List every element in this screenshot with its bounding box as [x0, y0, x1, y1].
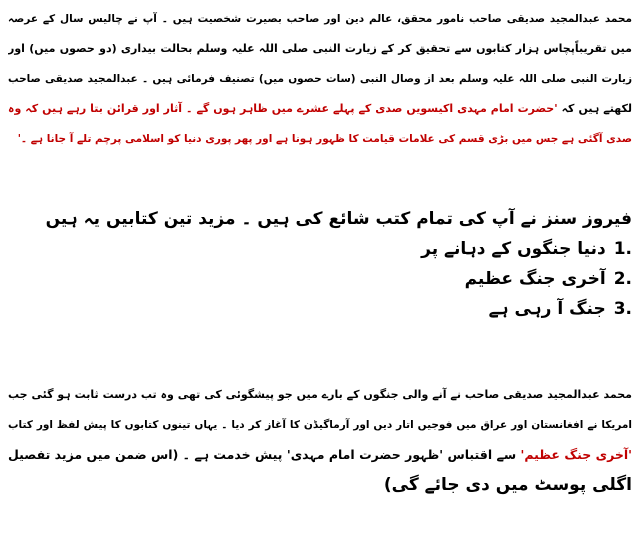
list-text: آخری جنگ عظیم — [464, 269, 606, 289]
paragraph-3-line-2: امریکا نے افغانستان اور عراق میں فوجیں اتار دیں اور آرماگیڈن کا آغاز کر دیا ۔ یہاں تینوں کتابوں کا پیش لفظ اور کتاب — [8, 419, 632, 431]
intro-text: لکھتے ہیں کہ — [561, 102, 632, 115]
paragraph-2-line-1: فیروز سنز نے آپ کی تمام کتب شائع کی ہیں ۔ مزید تین کتابیں یہ ہیں — [45, 209, 632, 229]
quote-text: 'حضرت امام مہدی اکیسویں صدی کے پہلے عشرے میں ظاہر ہوں گے ۔ آثار اور قرائن بتا رہے ہیں کہ وہ — [8, 102, 558, 115]
book-title-quote: 'آخری جنگ عظیم' — [520, 447, 632, 462]
paragraph-1-line-3: زیارت النبی صلی اللہ علیہ وسلم بعد از وصال النبی (سات حصوں میں) تصنیف فرمائی ہیں ۔ عبدالمجید صدیقی صاحب — [8, 73, 632, 85]
paragraph-3-line-4: اگلی پوسٹ میں دی جائے گی) — [383, 475, 632, 495]
paragraph-3-line-1: محمد عبدالمجید صدیقی صاحب نے آنے والی جنگوں کے بارے میں جو پیشگوئی کی تھی وہ تب درست ثابت ہو گئی جب — [8, 388, 632, 401]
paragraph-1-line-2: میں تقریباًپچاس ہزار کتابوں سے تحقیق کر کے زیارت النبی صلی اللہ علیہ وسلم بحالت بیداری (دو حصوں میں) اور — [8, 42, 632, 55]
list-item — [8, 234, 632, 264]
list-item — [8, 294, 632, 324]
list-item — [8, 264, 632, 294]
list-number: 2. — [613, 269, 632, 289]
paragraph-3-line-3 — [8, 440, 632, 470]
excerpt-text: سے اقتباس 'ظہور حضرت امام مہدی' پیش خدمت ہے ۔ (اس ضمن میں مزید تفصیل — [8, 447, 517, 462]
paragraph-1-line-4 — [8, 94, 632, 124]
paragraph-1-line-5: صدی آگئی ہے جس میں بڑی قسم کی علامات قیامت کا ظہور ہونا ہے اور پھر پوری دنیا کو اسلامی پرچم تلے آ جانا ہے ۔' — [17, 133, 632, 145]
paragraph-1-line-1: محمد عبدالمجید صدیقی صاحب نامور محقق، عالم دین اور صاحب بصیرت شخصیت ہیں ۔ آپ نے چالیس سال کے عرصہ — [8, 13, 632, 25]
list-text: جنگ آ رہی ہے — [488, 299, 606, 319]
list-text: دنیا جنگوں کے دہانے پر — [421, 239, 606, 259]
list-number: 3. — [613, 299, 632, 319]
list-number: 1. — [613, 239, 632, 259]
